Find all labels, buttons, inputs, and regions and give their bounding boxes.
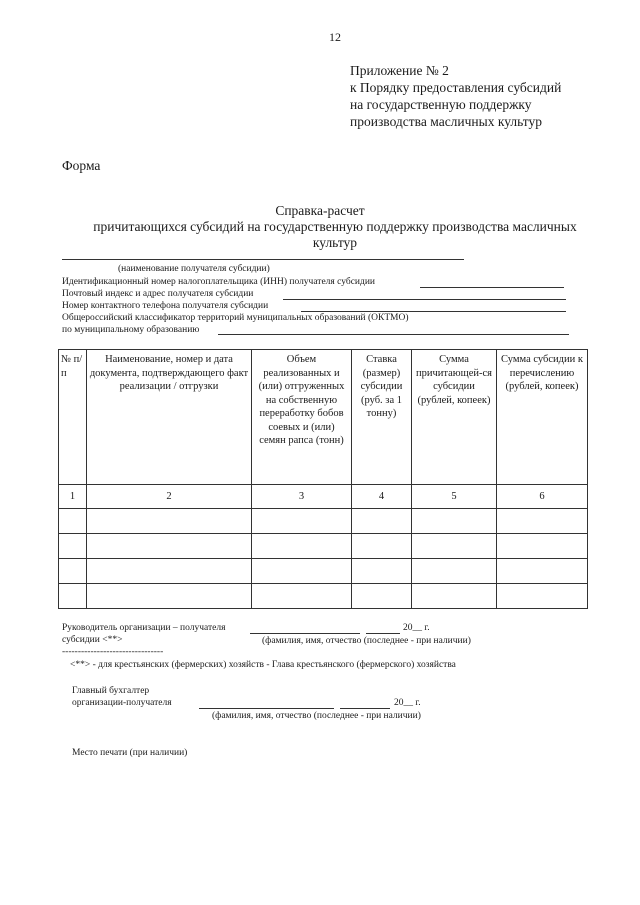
postal-field[interactable] [283, 299, 566, 300]
column-number: 5 [412, 485, 497, 509]
table-row [59, 509, 588, 534]
year-label: 20__ г. [403, 623, 430, 633]
header-cell: Наименование, номер и дата документа, подтверждающего факт реализации / отгрузки [87, 350, 252, 485]
head-date-line[interactable] [366, 633, 400, 634]
document-title: Справка-расчет [275, 203, 365, 218]
postal-label: Почтовый индекс и адрес получателя субсидии [62, 289, 254, 299]
table-cell[interactable] [252, 509, 352, 534]
oktmo-field[interactable] [218, 334, 569, 335]
phone-field[interactable] [301, 311, 566, 312]
accountant-label: Главный бухгалтер [72, 686, 150, 696]
subsidy-table [58, 349, 588, 609]
table-cell[interactable] [87, 534, 252, 559]
appendix-line: к Порядку предоставления субсидий [350, 80, 562, 95]
appendix-line: Приложение № 2 [350, 63, 449, 78]
footnote: <**> - для крестьянских (фермерских) хозяйств - Глава крестьянского (фермерского) хозяйства [70, 660, 456, 670]
fio-caption: (фамилия, имя, отчество (последнее - при наличии) [262, 636, 471, 646]
table-cell[interactable] [87, 584, 252, 609]
document-subtitle: причитающихся субсидий на государственную поддержку производства масличных культур [93, 219, 577, 250]
oktmo-label: Общероссийский классификатор территорий муниципальных образований (ОКТМО) [62, 313, 409, 323]
table-cell[interactable] [352, 509, 412, 534]
phone-label: Номер контактного телефона получателя субсидии [62, 301, 269, 311]
table-cell[interactable] [497, 584, 588, 609]
table-cell[interactable] [412, 534, 497, 559]
table-row [59, 584, 588, 609]
table-cell[interactable] [59, 534, 87, 559]
column-number: 2 [87, 485, 252, 509]
table-cell[interactable] [352, 559, 412, 584]
stamp-place: Место печати (при наличии) [72, 748, 188, 758]
appendix-line: производства масличных культур [350, 114, 542, 129]
table-cell[interactable] [87, 509, 252, 534]
table-cell[interactable] [352, 584, 412, 609]
head-signature-line[interactable] [250, 633, 360, 634]
header-cell: Сумма субсидии к перечислению (рублей, копеек) [497, 350, 588, 485]
table-cell[interactable] [497, 559, 588, 584]
appendix-header [350, 62, 561, 130]
oktmo-label-cont: по муниципальному образованию [62, 325, 200, 335]
table-cell[interactable] [59, 584, 87, 609]
header-cell: Сумма причитающей-ся субсидии (рублей, копеек) [412, 350, 497, 485]
page-number: 12 [329, 30, 341, 44]
footnote-separator: -------------------------------- [62, 647, 164, 657]
table-cell[interactable] [412, 584, 497, 609]
accountant-label-cont: организации-получателя [72, 698, 172, 708]
year-label: 20__ г. [394, 698, 421, 708]
table-cell[interactable] [252, 584, 352, 609]
fio-caption: (фамилия, имя, отчество (последнее - при наличии) [212, 711, 421, 721]
inn-label: Идентификационный номер налогоплательщика (ИНН) получателя субсидии [62, 277, 376, 287]
table-row [59, 559, 588, 584]
header-cell: № п/п [59, 350, 87, 485]
table-cell[interactable] [252, 559, 352, 584]
table-cell[interactable] [352, 534, 412, 559]
table-cell[interactable] [59, 559, 87, 584]
accountant-signature-line[interactable] [199, 708, 334, 709]
appendix-line: на государственную поддержку [350, 97, 532, 112]
recipient-name-line[interactable] [62, 259, 464, 260]
column-number-row [59, 485, 588, 509]
accountant-date-line[interactable] [340, 708, 390, 709]
inn-field[interactable] [420, 287, 564, 288]
table-header-row [59, 350, 588, 485]
header-cell: Объем реализованных и (или) отгруженных на собственную переработку бобов соевых и (или) семян рапса (тонн) [252, 350, 352, 485]
column-number: 4 [352, 485, 412, 509]
table-row [59, 534, 588, 559]
form-label: Форма [62, 158, 101, 173]
table-cell[interactable] [412, 509, 497, 534]
column-number: 3 [252, 485, 352, 509]
recipient-caption: (наименование получателя субсидии) [118, 264, 270, 274]
column-number: 6 [497, 485, 588, 509]
head-label-cont: субсидии <**> [62, 635, 123, 645]
head-label: Руководитель организации – получателя [62, 623, 226, 633]
table-cell[interactable] [87, 559, 252, 584]
table-cell[interactable] [497, 534, 588, 559]
column-number: 1 [59, 485, 87, 509]
table-cell[interactable] [252, 534, 352, 559]
header-cell: Ставка (размер) субсидии (руб. за 1 тонну) [352, 350, 412, 485]
table-cell[interactable] [497, 509, 588, 534]
table-cell[interactable] [412, 559, 497, 584]
table-cell[interactable] [59, 509, 87, 534]
